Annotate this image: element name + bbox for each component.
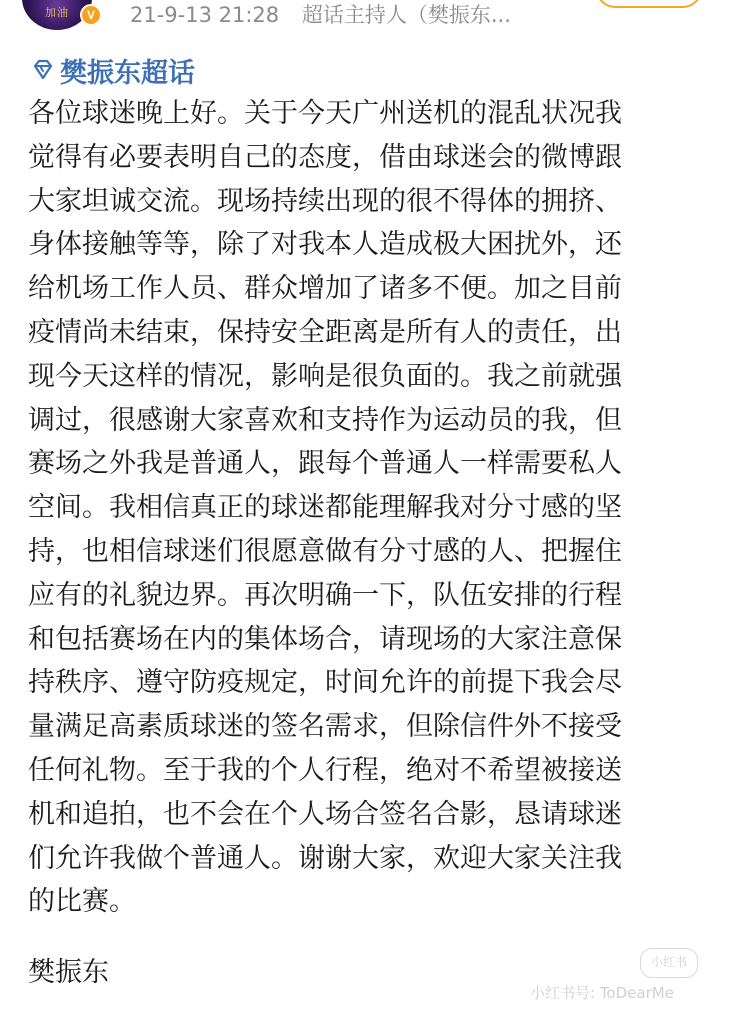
- post-text-line: 的比赛。: [28, 886, 136, 918]
- post-text-line: 空间。我相信真正的球迷都能理解我对分寸感的坚: [28, 492, 622, 524]
- post-text-line: 大家坦诚交流。现场持续出现的很不得体的拥挤、: [28, 185, 622, 217]
- post-source[interactable]: 超话主持人（樊振东...: [301, 3, 511, 27]
- super-topic-label: 樊振东超话: [60, 57, 195, 89]
- post-text-line: 身体接触等等，除了对我本人造成极大困扰外，还: [28, 229, 622, 261]
- watermark-text: 小红书号: ToDearMe: [530, 984, 674, 1002]
- post-timestamp: 21-9-13 21:28: [130, 3, 280, 27]
- post-body: [28, 92, 712, 924]
- post-header: [0, 0, 732, 34]
- post-text-line: 持，也相信球迷们很愿意做有分寸感的人、把握住: [28, 535, 622, 567]
- avatar-text: 加油: [45, 6, 69, 19]
- post-text-line: 赛场之外我是普通人，跟每个普通人一样需要私人: [28, 448, 622, 480]
- post-text-line: 量满足高素质球迷的签名需求，但除信件外不接受: [28, 711, 622, 743]
- post-text-line: 调过，很感谢大家喜欢和支持作为运动员的我，但: [28, 404, 622, 436]
- post-text-line: 给机场工作人员、群众增加了诸多不便。加之目前: [28, 273, 622, 305]
- post-signature: 樊振东: [28, 957, 109, 988]
- post-text-line: 们允许我做个普通人。谢谢大家，欢迎大家关注我: [28, 842, 622, 874]
- post-text-line: 各位球迷晚上好。关于今天广州送机的混乱状况我: [28, 98, 622, 129]
- post-text-line: 持秩序、遵守防疫规定，时间允许的前提下我会尽: [28, 667, 622, 699]
- post-text-line: 现今天这样的情况，影响是很负面的。我之前就强: [28, 360, 622, 392]
- post-text-line: 机和追拍，也不会在个人场合签名合影，恳请球迷: [28, 798, 622, 830]
- follow-button[interactable]: [596, 0, 702, 8]
- watermark-logo: 小红书: [640, 948, 698, 978]
- watermark: [530, 948, 720, 1008]
- post-text-line: 应有的礼貌边界。再次明确一下，队伍安排的行程: [28, 579, 622, 611]
- post-meta: [130, 0, 511, 30]
- super-topic-link[interactable]: [30, 52, 195, 88]
- post-text-line: 和包括赛场在内的集体场合，请现场的大家注意保: [28, 623, 622, 655]
- post-text-line: 觉得有必要表明自己的态度，借由球迷会的微博跟: [28, 141, 622, 173]
- diamond-icon: [30, 57, 56, 83]
- post-text-line: 任何礼物。至于我的个人行程，绝对不希望被接送: [28, 754, 622, 786]
- post-text-line: 疫情尚未结束，保持安全距离是所有人的责任，出: [28, 316, 622, 348]
- verified-badge-icon: V: [80, 4, 102, 26]
